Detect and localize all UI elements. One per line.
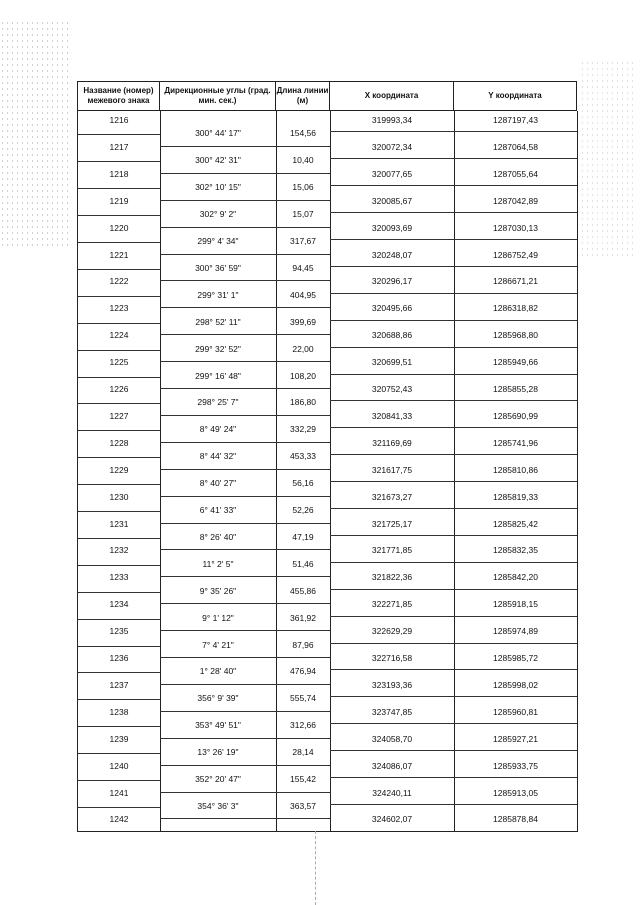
- row-divider: [160, 415, 330, 416]
- direction-angle: 299° 16' 48": [195, 370, 241, 381]
- point-name: 1237: [109, 679, 129, 690]
- x-coordinate: 321169,69: [372, 437, 412, 448]
- point-name: 1238: [109, 706, 129, 717]
- row-divider: [160, 173, 330, 174]
- row-divider: [160, 388, 330, 389]
- point-name: 1231: [109, 518, 129, 529]
- row-divider: [330, 185, 577, 186]
- x-coordinate: 321822,36: [371, 572, 413, 583]
- row-divider: [160, 469, 330, 470]
- row-divider: [78, 646, 160, 647]
- y-coordinate: 1286318,82: [493, 303, 538, 314]
- row-divider: [78, 296, 160, 297]
- point-name: 1219: [109, 195, 129, 206]
- x-coordinate: 322629,29: [371, 626, 413, 637]
- row-divider: [78, 753, 160, 754]
- y-coordinate: 1285913,05: [493, 787, 538, 798]
- line-length: 363,57: [290, 800, 316, 811]
- row-divider: [160, 254, 330, 255]
- x-coordinate: 324086,07: [371, 760, 413, 771]
- y-coordinate: 1285918,15: [493, 599, 538, 610]
- scan-line: [315, 831, 317, 905]
- point-name: 1242: [109, 814, 129, 825]
- direction-angle: 302° 10' 15": [195, 182, 241, 193]
- line-length: 476,94: [290, 666, 316, 677]
- line-length: 28,14: [292, 747, 314, 758]
- row-divider: [78, 807, 160, 808]
- y-coordinate: 1287055,64: [493, 168, 538, 179]
- y-coordinate: 1285949,66: [493, 357, 538, 368]
- direction-angle: 8° 44' 32": [199, 451, 237, 462]
- x-coordinate: 321771,85: [371, 545, 413, 556]
- row-divider: [160, 576, 330, 577]
- y-coordinate: 1285832,35: [493, 545, 538, 556]
- row-divider: [78, 619, 160, 620]
- y-coordinate: 1285855,28: [493, 384, 538, 394]
- y-coordinate: 1285842,20: [493, 572, 538, 583]
- point-name: 1233: [109, 572, 129, 583]
- row-divider: [330, 804, 577, 805]
- line-length: 52,26: [292, 505, 314, 516]
- line-length: 332,29: [290, 424, 316, 435]
- point-name: 1239: [109, 733, 129, 744]
- point-name: 1235: [109, 626, 129, 637]
- row-divider: [78, 430, 160, 431]
- header-y-coordinate: Y координата: [454, 82, 577, 111]
- x-coordinate: 320495,66: [371, 303, 413, 314]
- row-divider: [78, 538, 160, 539]
- row-divider: [78, 188, 160, 189]
- row-divider: [78, 672, 160, 673]
- point-name: 1240: [109, 760, 129, 771]
- point-name: 1221: [109, 249, 129, 260]
- direction-angle: 300° 44' 17": [195, 128, 241, 139]
- point-name: 1236: [109, 653, 129, 663]
- line-length: 94,45: [292, 262, 314, 273]
- row-divider: [330, 562, 577, 563]
- y-coordinate: 1285825,42: [493, 518, 538, 529]
- row-divider: [160, 792, 330, 793]
- y-coordinate: 1285810,86: [493, 464, 538, 475]
- row-divider: [160, 227, 330, 228]
- row-divider: [78, 350, 160, 351]
- direction-angle: 352° 20' 47": [195, 774, 241, 785]
- direction-angle: 300° 42' 31": [195, 155, 241, 166]
- row-divider: [160, 657, 330, 658]
- line-length: 453,33: [290, 451, 316, 462]
- line-length: 51,46: [292, 558, 314, 569]
- x-coordinate: 321725,17: [371, 518, 413, 529]
- row-divider: [330, 643, 577, 644]
- row-divider: [330, 669, 577, 670]
- direction-angle: 353° 49' 51": [195, 720, 241, 731]
- y-coordinate: 1285998,02: [493, 679, 538, 690]
- y-coordinate: 1286671,21: [493, 276, 538, 287]
- line-length: 555,74: [290, 693, 316, 704]
- y-coordinate: 1285960,81: [493, 706, 538, 717]
- x-coordinate: 320296,17: [371, 276, 413, 287]
- direction-angle: 300° 36' 59": [195, 262, 241, 273]
- row-divider: [78, 242, 160, 243]
- row-divider: [160, 684, 330, 685]
- x-coordinate: 320688,86: [371, 330, 413, 341]
- row-divider: [330, 427, 577, 428]
- point-name: 1218: [109, 168, 129, 179]
- point-name: 1234: [109, 599, 129, 610]
- point-name: 1220: [109, 222, 129, 233]
- line-length: 47,19: [292, 531, 314, 542]
- header-line-length: Длина линии (м): [276, 82, 330, 111]
- direction-angle: 8° 26' 40": [199, 531, 237, 542]
- line-length: 154,56: [290, 128, 316, 139]
- direction-angle: 11° 2' 5": [202, 558, 234, 569]
- y-coordinate: 1287030,13: [493, 222, 538, 233]
- x-coordinate: 320077,65: [371, 168, 413, 179]
- row-divider: [160, 818, 330, 819]
- line-length: 317,67: [290, 236, 316, 247]
- x-coordinate: 320072,34: [371, 141, 413, 152]
- row-divider: [330, 239, 577, 240]
- x-coordinate: 322716,58: [371, 653, 413, 663]
- line-length: 15,06: [292, 182, 314, 193]
- row-divider: [330, 508, 577, 509]
- header-point-name: Название (номер) межевого знака: [78, 82, 160, 111]
- row-divider: [330, 320, 577, 321]
- row-divider: [330, 777, 577, 778]
- row-divider: [330, 723, 577, 724]
- row-divider: [330, 400, 577, 401]
- x-coordinate: 324602,07: [371, 814, 413, 825]
- y-coordinate: 1285933,75: [493, 760, 538, 771]
- row-divider: [78, 215, 160, 216]
- survey-table-header: [77, 81, 577, 111]
- row-divider: [330, 131, 577, 132]
- line-length: 56,16: [292, 478, 314, 489]
- row-divider: [160, 711, 330, 712]
- row-divider: [78, 726, 160, 727]
- y-coordinate: 1285974,89: [493, 626, 538, 637]
- direction-angle: 7° 4' 21": [202, 639, 234, 650]
- point-name: 1232: [109, 545, 129, 556]
- row-divider: [330, 212, 577, 213]
- y-coordinate: 1285968,80: [493, 330, 538, 341]
- row-divider: [78, 780, 160, 781]
- x-coordinate: 324058,70: [371, 733, 413, 744]
- direction-angle: 299° 32' 52": [195, 343, 241, 354]
- direction-angle: 8° 49' 24": [199, 424, 237, 435]
- x-coordinate: 323747,85: [371, 706, 413, 717]
- survey-table-body: [77, 111, 578, 832]
- point-name: 1230: [109, 491, 129, 502]
- direction-angle: 299° 4' 34": [197, 236, 239, 247]
- row-divider: [330, 347, 577, 348]
- direction-angle: 354° 36' 3": [197, 800, 239, 811]
- line-length: 22,00: [292, 343, 314, 354]
- row-divider: [78, 161, 160, 162]
- x-coordinate: 320248,07: [371, 249, 413, 260]
- line-length: 87,96: [292, 639, 314, 650]
- row-divider: [330, 293, 577, 294]
- row-divider: [160, 361, 330, 362]
- point-name: 1223: [109, 303, 129, 314]
- y-coordinate: 1285878,84: [493, 814, 538, 825]
- row-divider: [330, 589, 577, 590]
- point-name: 1225: [109, 357, 129, 368]
- row-divider: [160, 334, 330, 335]
- x-coordinate: 320699,51: [371, 357, 413, 368]
- row-divider: [160, 549, 330, 550]
- row-divider: [78, 511, 160, 512]
- x-coordinate: 320093,69: [371, 222, 413, 233]
- line-length: 15,07: [292, 209, 314, 220]
- line-length: 361,92: [290, 612, 316, 623]
- row-divider: [160, 738, 330, 739]
- row-divider: [330, 374, 577, 375]
- row-divider: [330, 481, 577, 482]
- direction-angle: 298° 25' 7": [197, 397, 239, 408]
- line-length: 155,42: [290, 774, 316, 785]
- direction-angle: 302° 9' 2": [199, 209, 237, 220]
- row-divider: [78, 457, 160, 458]
- row-divider: [78, 565, 160, 566]
- row-divider: [78, 403, 160, 404]
- row-divider: [330, 454, 577, 455]
- direction-angle: 6° 41' 33": [199, 505, 237, 516]
- line-length: 108,20: [290, 370, 316, 381]
- row-divider: [160, 280, 330, 281]
- row-divider: [330, 750, 577, 751]
- row-divider: [160, 603, 330, 604]
- y-coordinate: 1285985,72: [493, 653, 538, 663]
- row-divider: [160, 200, 330, 201]
- scan-noise-top-left: [0, 20, 70, 250]
- line-length: 186,80: [290, 397, 316, 408]
- point-name: 1241: [109, 787, 129, 798]
- point-name: 1226: [109, 384, 129, 394]
- point-name: 1227: [109, 410, 129, 421]
- line-length: 455,86: [290, 585, 316, 596]
- line-length: 312,66: [290, 720, 316, 731]
- header-x-coordinate: X координата: [330, 82, 454, 111]
- row-divider: [78, 377, 160, 378]
- x-coordinate: 320085,67: [371, 195, 413, 206]
- row-divider: [78, 592, 160, 593]
- row-divider: [78, 134, 160, 135]
- direction-angle: 8° 40' 27": [199, 478, 237, 489]
- row-divider: [78, 699, 160, 700]
- y-coordinate: 1285690,99: [493, 410, 538, 421]
- direction-angle: 1° 28' 40": [199, 666, 237, 677]
- point-name: 1222: [109, 276, 129, 287]
- direction-angle: 9° 1' 12": [202, 612, 234, 623]
- point-name: 1228: [109, 437, 129, 448]
- row-divider: [160, 523, 330, 524]
- row-divider: [330, 616, 577, 617]
- y-coordinate: 1285741,96: [493, 437, 538, 448]
- x-coordinate: 321673,27: [371, 491, 413, 502]
- direction-angle: 298° 52' 11": [195, 316, 241, 327]
- line-length: 10,40: [292, 155, 314, 166]
- direction-angle: 9° 35' 26": [199, 585, 237, 596]
- x-coordinate: 320752,43: [371, 384, 413, 394]
- y-coordinate: 1287064,58: [493, 141, 538, 152]
- x-coordinate: 319993,34: [371, 115, 413, 125]
- direction-angle: 299° 31' 1": [197, 289, 239, 300]
- row-divider: [160, 307, 330, 308]
- point-name: 1224: [109, 330, 129, 341]
- row-divider: [330, 158, 577, 159]
- y-coordinate: 1287042,89: [493, 195, 538, 206]
- row-divider: [330, 266, 577, 267]
- row-divider: [160, 630, 330, 631]
- point-name: 1217: [109, 141, 129, 152]
- point-name: 1229: [109, 464, 129, 475]
- y-coordinate: 1287197,43: [493, 115, 538, 125]
- row-divider: [330, 535, 577, 536]
- row-divider: [78, 484, 160, 485]
- row-divider: [160, 765, 330, 766]
- y-coordinate: 1286752,49: [493, 249, 538, 260]
- y-coordinate: 1285819,33: [493, 491, 538, 502]
- direction-angle: 356° 9' 39": [197, 693, 239, 704]
- scan-noise-top-right: [580, 60, 635, 260]
- row-divider: [160, 442, 330, 443]
- line-length: 404,95: [290, 289, 316, 300]
- y-coordinate: 1285927,21: [493, 733, 538, 744]
- x-coordinate: 324240,11: [372, 787, 412, 798]
- row-divider: [330, 696, 577, 697]
- row-divider: [160, 496, 330, 497]
- x-coordinate: 323193,36: [371, 679, 413, 690]
- x-coordinate: 322271,85: [371, 599, 413, 610]
- header-direction-angle: Дирекционные углы (град. мин. сек.): [160, 82, 276, 111]
- row-divider: [78, 269, 160, 270]
- x-coordinate: 321617,75: [371, 464, 413, 475]
- point-name: 1216: [109, 115, 129, 125]
- row-divider: [78, 323, 160, 324]
- x-coordinate: 320841,33: [371, 410, 413, 421]
- line-length: 399,69: [290, 316, 316, 327]
- direction-angle: 13° 26' 19": [197, 747, 239, 758]
- row-divider: [160, 146, 330, 147]
